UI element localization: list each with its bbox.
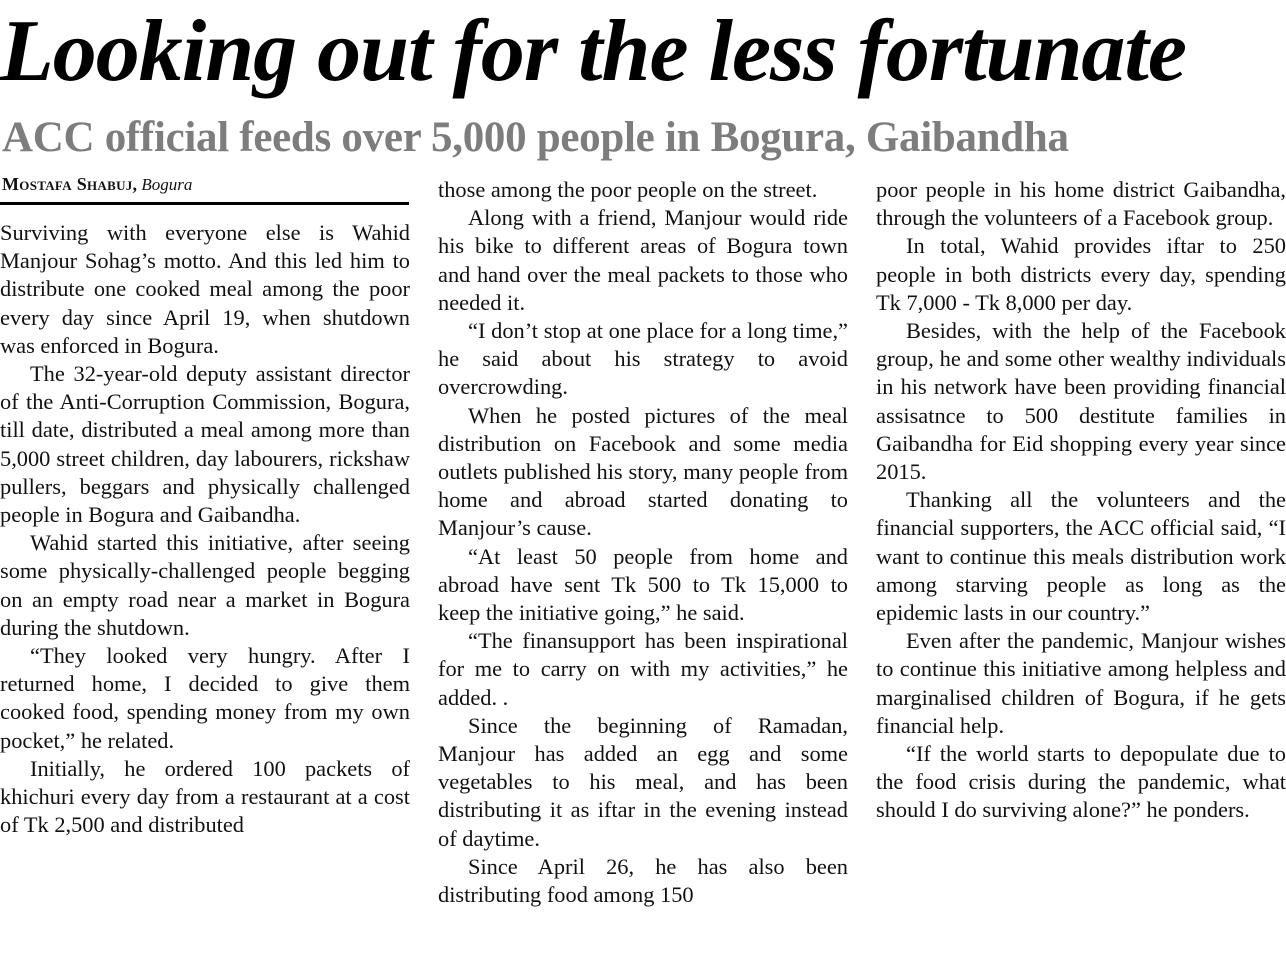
byline-rule <box>0 202 409 205</box>
byline <box>2 172 407 197</box>
paragraph: Thanking all the volunteers and the financial supporters, the ACC official said, “I want to continue this meals distribution work among starving people as long as the epidemic lasts in our country.” <box>876 487 1286 626</box>
paragraph: Since the beginning of Ramadan, Manjour has added an egg and some vegetables to his meal, and has been distributing it as iftar in the evening instead of daytime. <box>438 712 848 851</box>
paragraph: Wahid started this initiative, after seeing some physically-challenged people begging on an empty road near a market in Bogura during the shutdown. <box>0 530 410 640</box>
paragraph: Even after the pandemic, Manjour wishes to continue this initiative among helpless and marginalised children of Bogura, if he gets financial help. <box>876 628 1286 738</box>
article-column-2 <box>438 176 848 966</box>
subheadline: ACC official feeds over 5,000 people in Bogura, Gaibandha <box>2 114 1069 161</box>
paragraph: poor people in his home district Gaibandha, through the volunteers of a Facebook group. <box>876 177 1286 231</box>
paragraph: Surviving with everyone else is Wahid Manjour Sohag’s motto. And this led him to distribute one cooked meal among the poor every day since April 19, when shutdown was enforced in Bogura. <box>0 220 410 358</box>
headline: Looking out for the less fortunate <box>0 3 1186 100</box>
paragraph: In total, Wahid provides iftar to 250 people in both districts every day, spending Tk 7,000 - Tk 8,000 per day. <box>876 233 1286 315</box>
paragraph: Besides, with the help of the Facebook group, he and some other wealthy individuals in his network have been providing financial assisatnce to 500 destitute families in Gaibandha for Eid shopping every year since 2015. <box>876 318 1286 485</box>
byline-author: Mostafa Shabuj, <box>2 174 138 194</box>
article-column-1 <box>0 219 410 966</box>
paragraph: “I don’t stop at one place for a long time,” he said about his strategy to avoid overcrowding. <box>438 318 848 400</box>
paragraph: “At least 50 people from home and abroad have sent Tk 500 to Tk 15,000 to keep the initiative going,” he said. <box>438 543 848 626</box>
paragraph: those among the poor people on the street. <box>438 177 818 202</box>
paragraph: The 32-year-old deputy assistant director of the Anti-Corruption Commission, Bogura, till date, distributed a meal among more than 5,000 street children, day labourers, rickshaw pullers, beggars and physically challenged people in Bogura and Gaibandha. <box>0 361 410 528</box>
byline-location: Bogura <box>141 175 193 194</box>
paragraph: “They looked very hungry. After I returned home, I decided to give them cooked food, spending money from my own pocket,” he related. <box>0 643 410 753</box>
paragraph: “If the world starts to depopulate due to the food crisis during the pandemic, what should I do surviving alone?” he ponders. <box>876 741 1286 823</box>
paragraph: “The finansupport has been inspirational for me to carry on with my activities,” he added. . <box>438 628 848 710</box>
paragraph: Initially, he ordered 100 packets of khichuri every day from a restaurant at a cost of Tk 2,500 and distributed <box>0 755 410 838</box>
article-column-3 <box>876 176 1286 966</box>
paragraph: When he posted pictures of the meal distribution on Facebook and some media outlets published his story, many people from home and abroad started donating to Manjour’s cause. <box>438 402 848 541</box>
paragraph: Along with a friend, Manjour would ride his bike to different areas of Bogura town and hand over the meal packets to those who needed it. <box>438 205 848 315</box>
paragraph: Since April 26, he has also been distributing food among 150 <box>438 853 848 908</box>
